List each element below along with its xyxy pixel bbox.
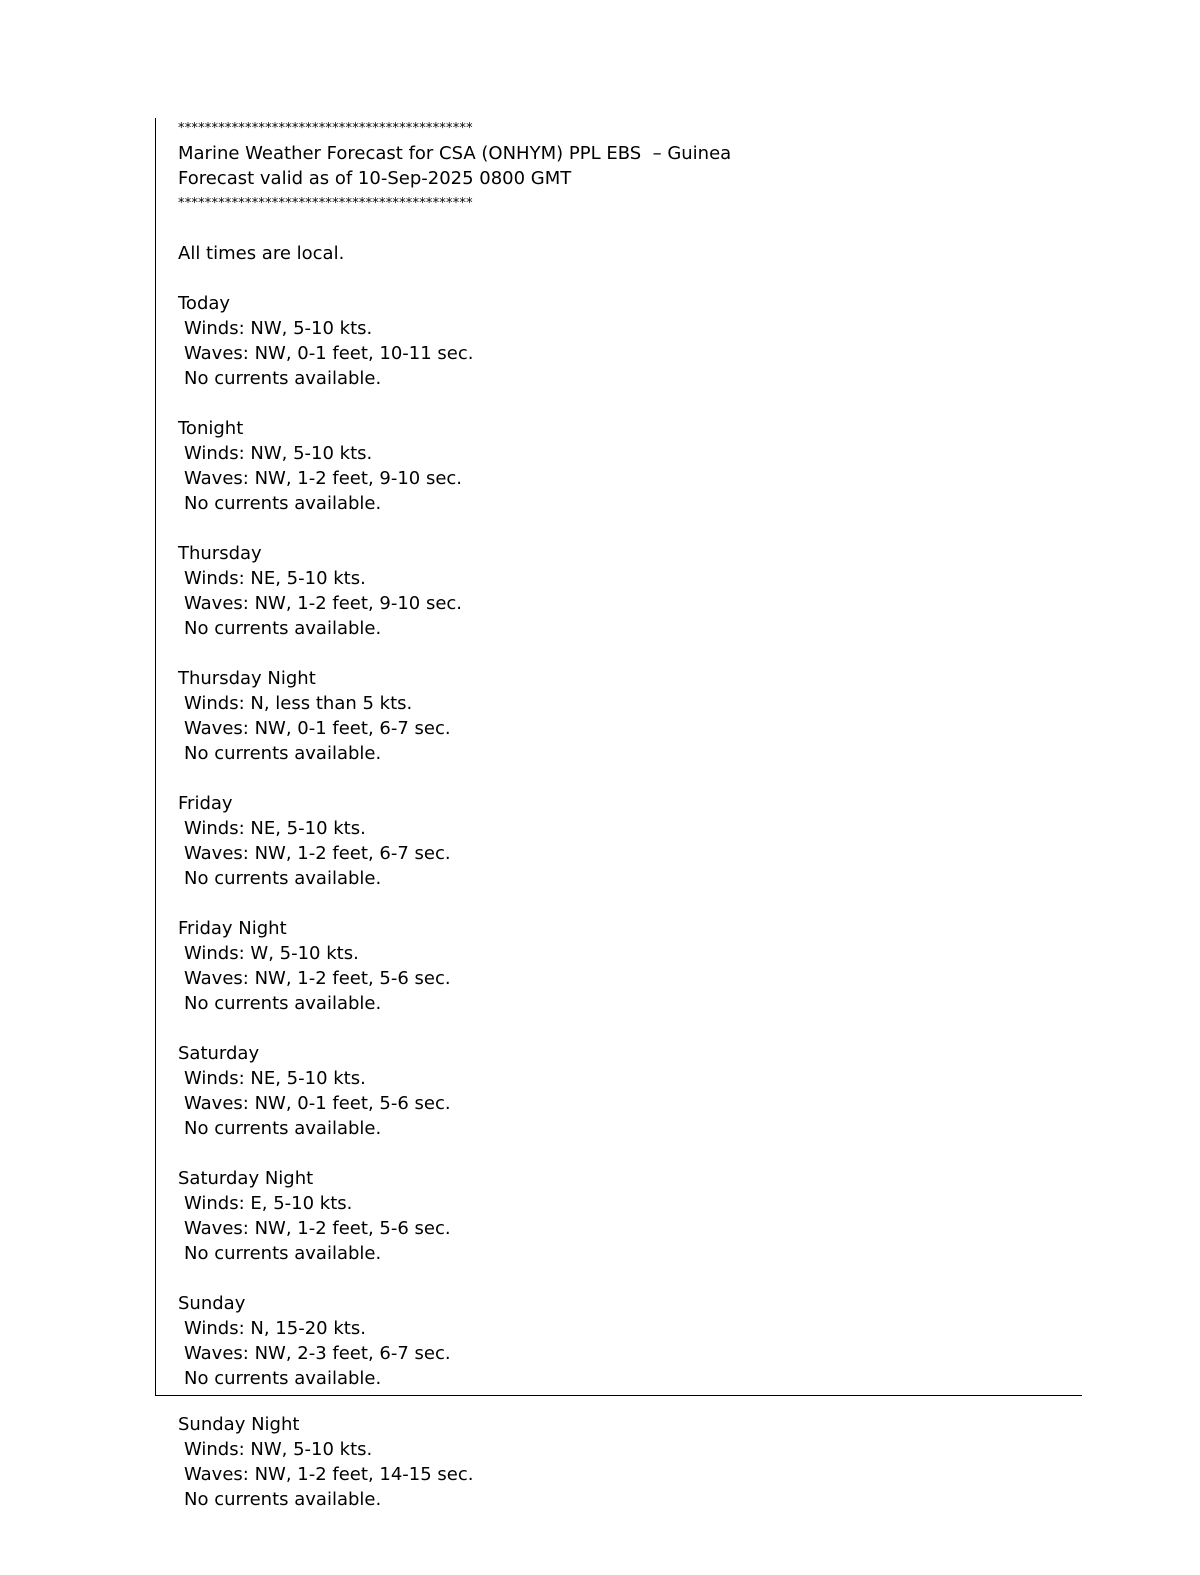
header-stars-bottom: ******************************************** <box>178 196 473 211</box>
period-waves: Waves: NW, 0-1 feet, 5-6 sec. <box>184 1093 451 1114</box>
period-waves: Waves: NW, 1-2 feet, 9-10 sec. <box>184 468 463 489</box>
period-waves: Waves: NW, 0-1 feet, 10-11 sec. <box>184 343 474 364</box>
period-block <box>178 791 1058 916</box>
spacer <box>178 266 1058 291</box>
period-block <box>178 291 1058 416</box>
period-currents: No currents available. <box>184 1243 382 1264</box>
period-block-after-rule <box>178 1412 1058 1512</box>
period-currents: No currents available. <box>184 868 382 889</box>
period-name: Friday Night <box>178 918 287 939</box>
period-currents: No currents available. <box>184 618 382 639</box>
period-block <box>178 1041 1058 1166</box>
spacer <box>178 891 1058 916</box>
forecast-title: Marine Weather Forecast for CSA (ONHYM) PPL EBS – Guinea <box>178 143 732 164</box>
period-currents: No currents available. <box>184 1368 382 1389</box>
period-currents: No currents available. <box>184 368 382 389</box>
period-winds: Winds: E, 5-10 kts. <box>184 1193 353 1214</box>
period-winds: Winds: N, 15-20 kts. <box>184 1318 366 1339</box>
spacer <box>178 641 1058 666</box>
period-winds: Winds: NE, 5-10 kts. <box>184 568 366 589</box>
frame-bottom-border <box>155 1395 1082 1396</box>
period-currents: No currents available. <box>184 493 382 514</box>
period-waves: Waves: NW, 1-2 feet, 5-6 sec. <box>184 1218 451 1239</box>
period-name: Saturday <box>178 1043 260 1064</box>
spacer <box>178 766 1058 791</box>
period-name: Tonight <box>178 418 244 439</box>
period-block <box>178 541 1058 666</box>
spacer <box>178 1141 1058 1166</box>
period-currents: No currents available. <box>184 1118 382 1139</box>
header-stars-top: ******************************************** <box>178 121 473 136</box>
period-currents: No currents available. <box>184 743 382 764</box>
period-waves: Waves: NW, 1-2 feet, 5-6 sec. <box>184 968 451 989</box>
times-note: All times are local. <box>178 243 345 264</box>
period-winds: Winds: W, 5-10 kts. <box>184 943 359 964</box>
forecast-valid-time: Forecast valid as of 10-Sep-2025 0800 GMT <box>178 168 572 189</box>
period-name: Friday <box>178 793 233 814</box>
period-currents: No currents available. <box>184 993 382 1014</box>
period-block <box>178 416 1058 541</box>
period-waves: Waves: NW, 2-3 feet, 6-7 sec. <box>184 1343 451 1364</box>
period-winds: Winds: NW, 5-10 kts. <box>184 318 373 339</box>
period-block <box>178 916 1058 1041</box>
spacer <box>178 216 1058 241</box>
period-name: Saturday Night <box>178 1168 314 1189</box>
period-waves: Waves: NW, 0-1 feet, 6-7 sec. <box>184 718 451 739</box>
period-block <box>178 1291 1058 1391</box>
frame-left-border <box>155 118 156 1396</box>
period-winds: Winds: NW, 5-10 kts. <box>184 443 373 464</box>
spacer <box>178 1016 1058 1041</box>
period-name: Sunday Night <box>178 1414 300 1435</box>
period-currents: No currents available. <box>184 1489 382 1510</box>
period-winds: Winds: N, less than 5 kts. <box>184 693 413 714</box>
forecast-content <box>178 116 1058 1391</box>
period-waves: Waves: NW, 1-2 feet, 6-7 sec. <box>184 843 451 864</box>
period-name: Thursday <box>178 543 262 564</box>
period-winds: Winds: NE, 5-10 kts. <box>184 818 366 839</box>
period-block <box>178 666 1058 791</box>
period-name: Today <box>178 293 231 314</box>
period-name: Sunday <box>178 1293 246 1314</box>
spacer <box>178 391 1058 416</box>
period-block <box>178 1166 1058 1291</box>
period-name: Thursday Night <box>178 668 316 689</box>
period-waves: Waves: NW, 1-2 feet, 14-15 sec. <box>184 1464 474 1485</box>
period-waves: Waves: NW, 1-2 feet, 9-10 sec. <box>184 593 463 614</box>
period-winds: Winds: NE, 5-10 kts. <box>184 1068 366 1089</box>
spacer <box>178 516 1058 541</box>
spacer <box>178 1266 1058 1291</box>
period-winds: Winds: NW, 5-10 kts. <box>184 1439 373 1460</box>
